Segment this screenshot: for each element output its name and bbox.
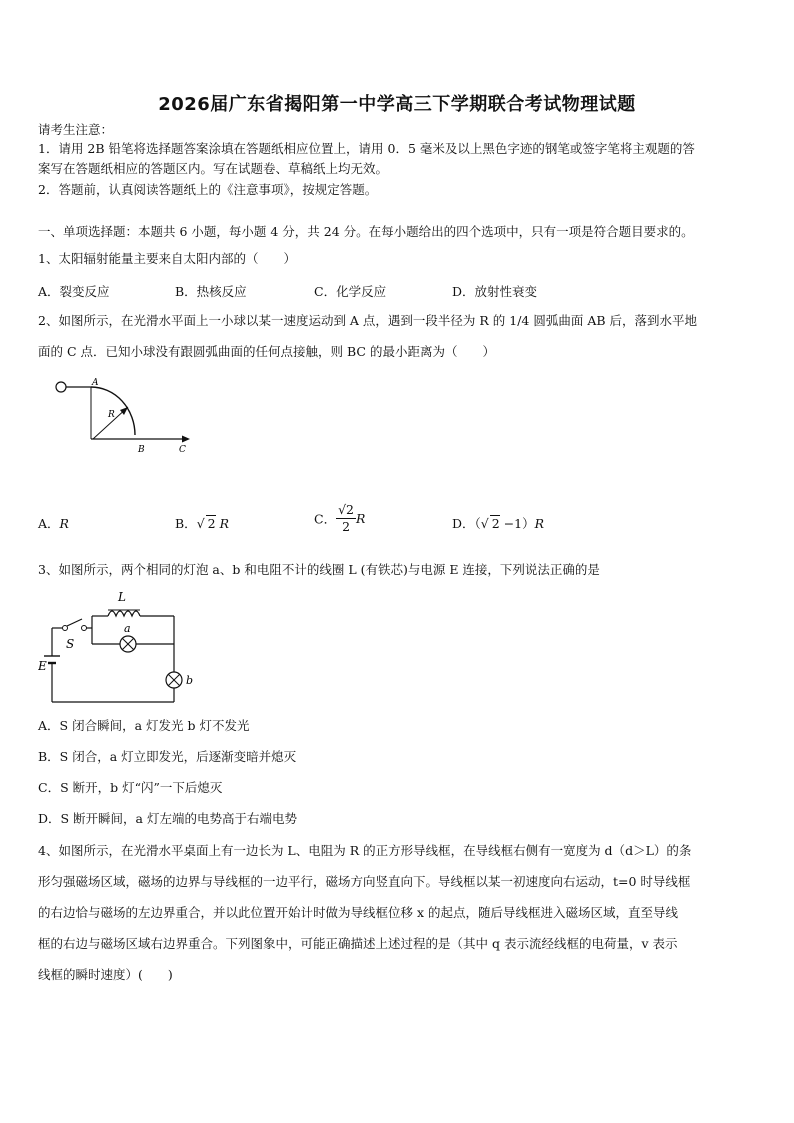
q4-line-1: 4、如图所示，在光滑水平桌面上有一边长为 L、电阻为 R 的正方形导线框，在导线框右侧有一宽度为 d（d＞L）的条	[38, 843, 692, 858]
switch-contact-left	[63, 626, 68, 631]
q1-option-d: D．放射性衰变	[452, 284, 538, 299]
switch-contact-right	[82, 626, 87, 631]
label-b: B	[138, 445, 145, 455]
q3-option-d: D．S 断开瞬间，a 灯左端的电势高于右端电势	[38, 811, 297, 826]
q3-option-b: B．S 闭合，a 灯立即发光，后逐渐变暗并熄灭	[38, 749, 297, 764]
q2-option-d: D．（√ 2 −1）R	[452, 516, 545, 531]
label-b: b	[186, 674, 194, 687]
q1-option-a: A．裂变反应	[38, 284, 110, 299]
notice-item-2: 2．答题前，认真阅读答题纸上的《注意事项》，按规定答题。	[38, 182, 378, 197]
q4-line-4: 框的右边与磁场区域右边界重合。下列图象中，可能正确描述上述过程的是（其中 q 表示流经线框的电荷量，v 表示	[38, 936, 678, 951]
label-l: L	[118, 590, 126, 604]
ground-arrowhead	[182, 436, 190, 443]
label-r: R	[108, 410, 115, 420]
inductor-coil	[108, 611, 140, 616]
section-heading: 一、单项选择题：本题共 6 小题，每小题 4 分，共 24 分。在每小题给出的四个选项中，只有一项是符合题目要求的。	[38, 224, 694, 239]
notice-heading: 请考生注意：	[38, 122, 114, 137]
label-c: C	[179, 445, 186, 455]
label-e: E	[38, 659, 47, 673]
q3-circuit-figure	[38, 586, 203, 708]
q2-stem-line-1: 2、如图所示，在光滑水平面上一小球以某一速度运动到 A 点，遇到一段半径为 R 的 1/4 圆弧曲面 AB 后，落到水平地	[38, 313, 698, 328]
q4-line-5: 线框的瞬时速度）( )	[38, 967, 173, 982]
q1-option-b: B．热核反应	[175, 284, 247, 299]
ball	[56, 382, 66, 392]
label-a: a	[124, 622, 131, 635]
q1-stem: 1、太阳辐射能量主要来自太阳内部的（ ）	[38, 251, 296, 266]
switch-blade	[67, 619, 82, 626]
q3-option-c: C．S 断开，b 灯“闪”一下后熄灭	[38, 780, 223, 795]
q2-options	[38, 502, 638, 540]
q2-option-b: B．√ 2 R	[175, 516, 230, 531]
exam-title: 2026届广东省揭阳第一中学高三下学期联合考试物理试题	[158, 94, 636, 115]
label-s: S	[66, 637, 75, 651]
q3-stem: 3、如图所示，两个相同的灯泡 a、b 和电阻不计的线圈 L (有铁芯)与电源 E 连接，下列说法正确的是	[38, 562, 600, 577]
q4-line-3: 的右边恰与磁场的左边界重合，并以此位置开始计时做为导线框位移 x 的起点，随后导线框进入磁场区域，直至导线	[38, 905, 678, 920]
q2-option-a: A．R	[38, 516, 69, 531]
q4-line-2: 形匀强磁场区域，磁场的边界与导线框的一边平行，磁场方向竖直向下。导线框以某一初速度向右运动，t=0 时导线框	[38, 874, 691, 889]
notice-item-1-line-2: 案写在答题纸相应的答题区内。写在试题卷、草稿纸上均无效。	[38, 161, 389, 176]
notice-item-1-line-1: 1．请用 2B 铅笔将选择题答案涂填在答题纸相应位置上，请用 0．5 毫米及以上黑色字迹的钢笔或签字笔将主观题的答	[38, 141, 695, 156]
q1-option-c: C．化学反应	[314, 284, 387, 299]
q2-stem-line-2: 面的 C 点．已知小球没有跟圆弧曲面的任何点接触，则 BC 的最小距离为（ ）	[38, 344, 495, 359]
q2-option-c: C． $\frac{√2}{2}$ R	[314, 502, 366, 534]
q2-arc-figure	[48, 375, 196, 457]
label-a: A	[92, 378, 99, 388]
q3-option-a: A．S 闭合瞬间，a 灯发光 b 灯不发光	[38, 718, 250, 733]
